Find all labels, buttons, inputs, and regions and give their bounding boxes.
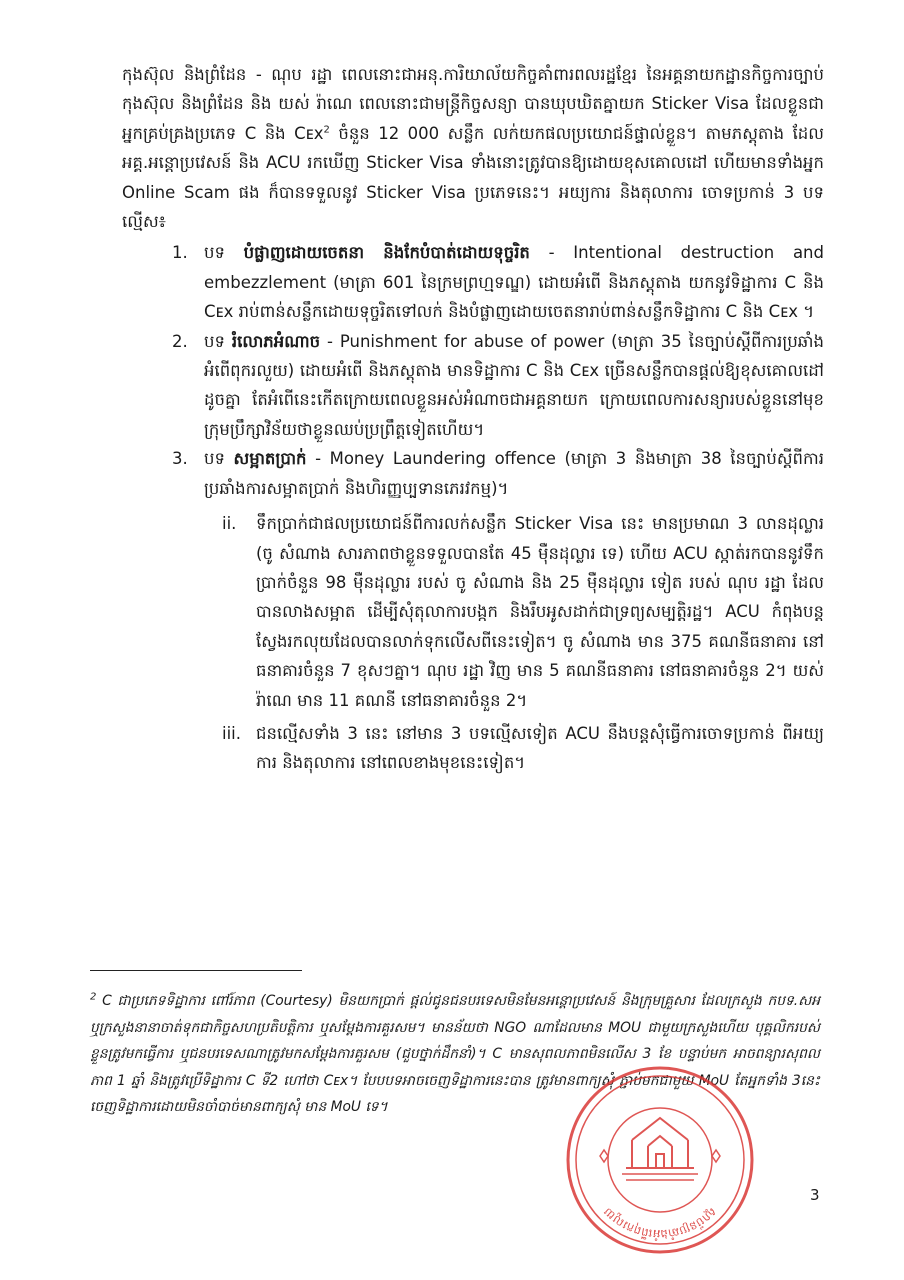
list-number: iii. [222, 723, 241, 743]
footnote: $^2$ C ជាប្រភេទទិដ្ឋាការ ពៅរ៍ភាព (Courtesy) មិនយកប្រាក់ ផ្តល់ជូនជនបរទេសមិនមែនអន្តោប្រវេសន៍ និងក្រុមគ្រួសារ ដែលក្រសួង កបទ.សអ ឬក្រសួងនានាចាត់ទុកជាកិច្ចសហប្រតិបត្តិការ ឬសម្តែងការគួរសម។ មានន័យថា NGO ណាដែលមាន MOU ជាមួយក្រសួងហើយ បុគ្គលិករបស់ខ្លួនត្រូវមកធ្វើការ ឬជនបរទេសណាត្រូវមកសម្តែងការគួរសម (ជួបថ្នាក់ដឹកនាំ)។ C មានសុពលភាពមិនលើស 3 ខែ បន្ទាប់មក អាចពន្យារសុពលភាព 1 ឆ្នាំ និងត្រូវប្រើទិដ្ឋាការ C ទី2 ហៅថា Cᴇx។ បែបបទអាចចេញទិដ្ឋាការនេះបាន ត្រូវមានពាក្យសុំ ភ្ជាប់មកជាមួយ MoU តែអ្នកទាំង 3នេះ ចេញទិដ្ឋាការដោយមិនចាំបាច់មានពាក្យសុំ មាន MoU ទេ។ [90, 991, 820, 1115]
list-number: 2. [172, 331, 188, 351]
official-seal-icon [560, 1060, 760, 1260]
charges-list [122, 238, 824, 503]
charge-item-3: 3. បទ សម្អាតប្រាក់ - Money Laundering offence (មាត្រា 3 និងមាត្រា 38 នៃច្បាប់ស្តីពីការប្រឆាំងការសម្អាតប្រាក់ និងហិរញ្ញប្បទានភេរវកម្ម)។ [122, 444, 824, 503]
charge-title: រំលោភអំណាច [231, 331, 321, 351]
charge-item-1: 1. បទ បំផ្លាញដោយចេតនា និងកែបំបាត់ដោយទុច្ចរិត - Intentional destruction and embezzlement (មាត្រា 601 នៃក្រមព្រហ្មទណ្ឌ) ដោយអំពើ និងភស្តុតាង យកនូវទិដ្ឋាការ C និង Cᴇx រាប់ពាន់សន្លឹកដោយទុច្ចរិតទៅលក់ និងបំផ្លាញដោយចេតនារាប់ពាន់សន្លឹកទិដ្ឋាការ C និង Cᴇx ។ [122, 238, 824, 326]
footnote-divider [90, 970, 302, 971]
list-number: 3. [172, 449, 188, 469]
sub-item-ii: ii. ទឹកប្រាក់ជាផលប្រយោជន៍ពីការលក់សន្លឹក Sticker Visa នេះ មានប្រមាណ 3 លានដុល្លារ (ចូ សំណាង សារភាពថាខ្លួនទទួលបានតែ 45 ម៉ឺនដុល្លារ ទេ) ហើយ ACU ស្កាត់រកបាននូវទឹកប្រាក់ចំនួន 98 ម៉ឺនដុល្លារ របស់ ចូ សំណាង និង 25 ម៉ឺនដុល្លារ ទៀត របស់ ណុប រដ្ឋា ដែលបានលាងសម្អាត ដើម្បីសុំតុលាការបង្កក និងរឹបអូសដាក់ជាទ្រព្យសម្បត្តិរដ្ឋ។ ACU កំពុងបន្តស្វែងរកលុយដែលបានលាក់ទុកលើសពីនេះទៀត។ ចូ សំណាង មាន 375 គណនីធនាគារ នៅធនាគារចំនួន 7 ខុសៗគ្នា។ ណុប រដ្ឋា វិញ មាន 5 គណនីធនាគារ នៅធនាគារចំនួន 2។ យស់ រ៉ាណេ មាន 11 គណនី នៅធនាគារចំនួន 2។ [122, 509, 824, 715]
list-number: ii. [222, 514, 237, 534]
seal-text: ស្ថាប័នប្រឆាំងអំពើពុករលួយ [600, 1204, 720, 1242]
sub-list [122, 509, 824, 778]
charge-title: បំផ្លាញដោយចេតនា និងកែបំបាត់ដោយទុច្ចរិត [243, 243, 530, 263]
list-number: 1. [172, 243, 188, 263]
charge-item-2: 2. បទ រំលោភអំណាច - Punishment for abuse of power (មាត្រា 35 នៃច្បាប់ស្តីពីការប្រឆាំងអំពើពុករលួយ) ដោយអំពើ និងភស្តុតាង មានទិដ្ឋាការ C និង Cᴇx ច្រើនសន្លឹកបានផ្តល់ឱ្យខុសគោលដៅដូចគ្នា តែអំពើនេះកើតក្រោយពេលខ្លួនអស់អំណាចជាអគ្គនាយក ក្រោយពេលការសន្យារបស់ខ្លួននៅមុខក្រុមប្រឹក្សាវិន័យថាខ្លួនឈប់ប្រព្រឹត្តទៀតហើយ។ [122, 327, 824, 445]
footnote-number: 2 [90, 991, 97, 1003]
page-number: 3 [810, 1186, 820, 1204]
intro-paragraph: កុងស៊ុល និងព្រំដែន - ណុប រដ្ឋា ពេលនោះជាអនុ.ការិយាល័យកិច្ចគាំពារពលរដ្ឋខ្មែរ នៃអគ្គនាយកដ្ឋានកិច្ចការច្បាប់ កុងស៊ុល និងព្រំដែន និង យស់ រ៉ាណេ ពេលនោះជាមន្ត្រីកិច្ចសន្យា បានឃុបឃិតគ្នាយក Sticker Visa ដែលខ្លួនជាអ្នកគ្រប់គ្រងប្រភេទ C និង Cᴇx$^2$ ចំនួន 12 000 សន្លឹក លក់យកផលប្រយោជន៍ផ្ទាល់ខ្លួន។ តាមភស្តុតាង ដែលអគ្គ.អន្តោប្រវេសន៍ និង ACU រកឃើញ Sticker Visa ទាំងនោះត្រូវបានឱ្យដោយខុសគោលដៅ ហើយមានទាំងអ្នក Online Scam ផង ក៏បានទទួលនូវ Sticker Visa ប្រភេទនេះ។ អយ្យការ និងតុលាការ ចោទប្រកាន់ 3 បទល្មើស៖ [122, 65, 824, 232]
footnote-ref[interactable]: 2 [323, 124, 330, 136]
sub-item-iii: iii. ជនល្មើសទាំង 3 នេះ នៅមាន 3 បទល្មើសទៀត ACU នឹងបន្តសុំធ្វើការចោទប្រកាន់ ពីអយ្យការ និងតុលាការ នៅពេលខាងមុខនេះទៀត។ [122, 719, 824, 778]
charge-title: សម្អាតប្រាក់ [233, 449, 307, 469]
main-body [122, 60, 824, 782]
